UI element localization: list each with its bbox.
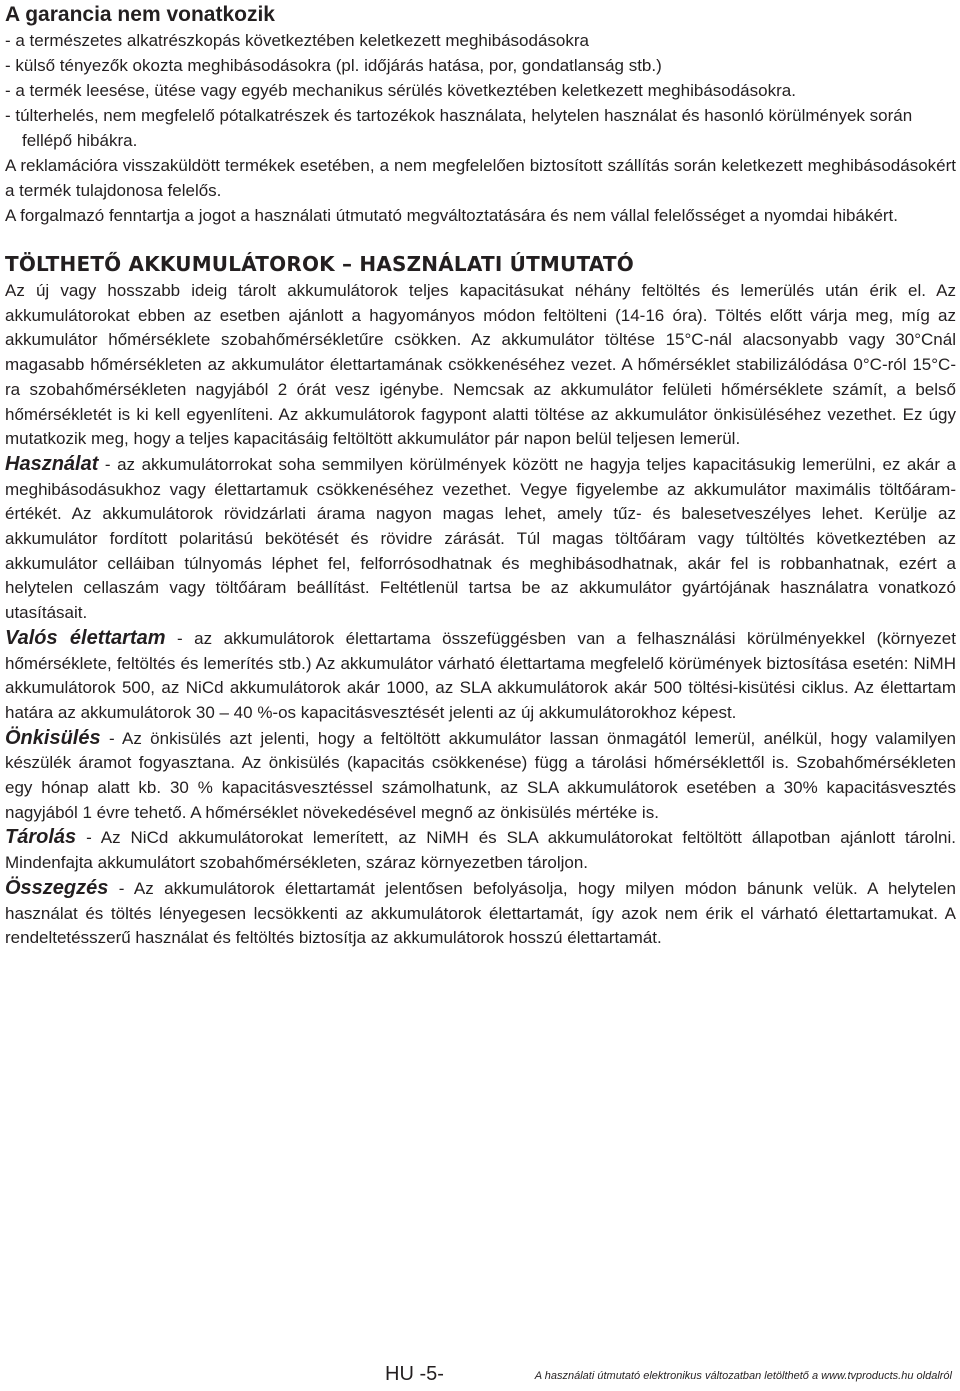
usage-paragraph xyxy=(5,452,956,626)
summary-term: Összegzés xyxy=(5,876,109,899)
warranty-shipping-paragraph: A reklamációra visszaküldött termékek esetében, a nem megfelelően biztosított szállítás során keletkezett meghibásodásokért a termék tulajdonosa felelős. xyxy=(5,156,956,200)
list-item: - túlterhelés, nem megfelelő pótalkatrészek és tartozékok használata, helytelen használat és hasonló körülmények során fellépő hibákra. xyxy=(5,106,913,150)
page-number: HU -5- xyxy=(385,1363,444,1385)
list-item: - a termék leesése, ütése vagy egyéb mechanikus sérülés következtében keletkezett meghibásodásokra. xyxy=(5,81,796,100)
storage-paragraph xyxy=(5,825,956,875)
self-discharge-paragraph xyxy=(5,726,956,826)
summary-text: - Az akkumulátorok élettartamát jelentősen befolyásolja, hogy milyen módon bánunk velük. A helytelen használat és töltés lényegesen lecsökkenti az akkumulátorok élettartamát, így azok nem érik el várható élettartamukat. A rendeltetésszerű használat és feltöltés biztosítja az akkumulátorok hosszú élettartamát. xyxy=(5,878,956,948)
usage-text: - az akkumulátorrokat soha semmilyen körülmények között ne hagyja teljes kapacitásukig lemerülni, ez akár a meghibásodásukhoz vagy élettartamuk csökkenéséhez vezethet. Vegye figyelembe az akkumulátor maximális töltőáram-értékét. Az akkumulátorok rövidzárlati árama nagyon magas lehet, amely tűz- és balesetveszélyes lehet. Kerülje az akkumulátor fordított polaritású bekötését és rövidre zárását. Túl magas töltőáram vagy túltöltés következtében az akkumulátor celláiban túlnyomás léphet fel, felforrósodhatnak és meghibásodhatnak, akár fel is robbanhatnak, ezért a helytelen cellaszám vagy töltőáram beállítást. Feltétlenül tartsa be az akkumulátor gyártójának használatra vonatkozó utasításait. xyxy=(5,454,956,623)
usage-term: Használat xyxy=(5,452,99,475)
storage-text: - Az NiCd akkumulátorokat lemerített, az NiMH és SLA akkumulátorokat feltöltött állapotban ajánlott tárolni. Mindenfajta akkumulátort szobahőmérsékleten, száraz környezetben tároljon. xyxy=(5,828,956,873)
warranty-exclusions-list xyxy=(5,28,956,228)
document-page xyxy=(5,0,956,951)
battery-section-heading: TÖLTHETŐ AKKUMULÁTOROK – HASZNÁLATI ÚTMUTATÓ xyxy=(5,252,634,276)
lifetime-term: Valós élettartam xyxy=(5,626,166,649)
self-discharge-term: Önkisülés xyxy=(5,726,101,749)
storage-term: Tárolás xyxy=(5,826,77,849)
list-item: - a természetes alkatrészkopás következtében keletkezett meghibásodásokra xyxy=(5,31,589,50)
battery-intro-paragraph: Az új vagy hosszabb ideig tárolt akkumulátorok teljes kapacitásukat néhány feltöltés és lemerülés után érik el. Az akkumulátorokat ebben az esetben ajánlott a hagyományos módon feltölteni (14-16 óra). Töltés előtt várja meg, míg az akkumulátor hőmérséklete szobahőmérsékletűre csökken. Az akkumulátor töltése 15°C-nál alacsonyabb vagy 30°Cnál magasabb hőmérsékleten az akkumulátor élettartamának csökkenéséhez vezet. A hőmérséklet stabilizálódása 0°C-ról 15°C-ra szobahőmérsékleten nagyjából 2 órát vesz igénybe. Nemcsak az akkumulátor felületi hőmérséklete számít, a belső hőmérsékletét is ki kell egyenlíteni. Az akkumulátorok fagypont alatti töltése az akkumulátor önkisüléséhez vezethet. Ez úgy mutatkozik meg, hogy a teljes kapacitásáig feltöltött akkumulátor pár napon belül teljesen lemerül. xyxy=(5,281,956,449)
list-item: - külső tényezők okozta meghibásodásokra (pl. időjárás hatása, por, gondatlanság stb.) xyxy=(5,56,662,75)
self-discharge-text: - Az önkisülés azt jelenti, hogy a feltöltött akkumulátor lassan önmagától lemerül, anélkül, hogy valamilyen készülék áramot fogyasztana. Az önkisülés (kapacitás csökkenése) függ a tárolási hőmérséklettől is. Szobahőmérsékleten egy hónap alatt kb. 30 % kapacitásvesztéssel számolhatunk, az SLA akkumulátorok esetében a 30% kapacitásvesztés nagyjából 1 évre tehető. A hőmérséklet növekedésével megnő az önkisülés mértéke is. xyxy=(5,728,956,822)
summary-paragraph xyxy=(5,876,956,951)
warranty-heading: A garancia nem vonatkozik xyxy=(5,3,275,26)
lifetime-text: - az akkumulátorok élettartama összefüggésben van a felhasználási körülményekkel (környezet hőmérséklete, feltöltés és lemerítés stb.) Az akkumulátor várható élettartama megfelelő körümények biztosítása esetén: NiMH akkumulátorok 500, az NiCd akkumulátorok akár 1000, az SLA akkumulátorok akár 500 töltési-kisütési ciklus. Az élettartam határa az akkumulátorok 30 – 40 %-os kapacitásvesztését jelenti az új akkumulátorokhoz képest. xyxy=(5,628,956,722)
lifetime-paragraph xyxy=(5,626,956,726)
download-note: A használati útmutató elektronikus változatban letölthető a www.tvproducts.hu oldalról xyxy=(534,1370,952,1382)
warranty-distributor-paragraph: A forgalmazó fenntartja a jogot a használati útmutató megváltoztatására és nem vállal felelősséget a nyomdai hibákért. xyxy=(5,206,899,225)
